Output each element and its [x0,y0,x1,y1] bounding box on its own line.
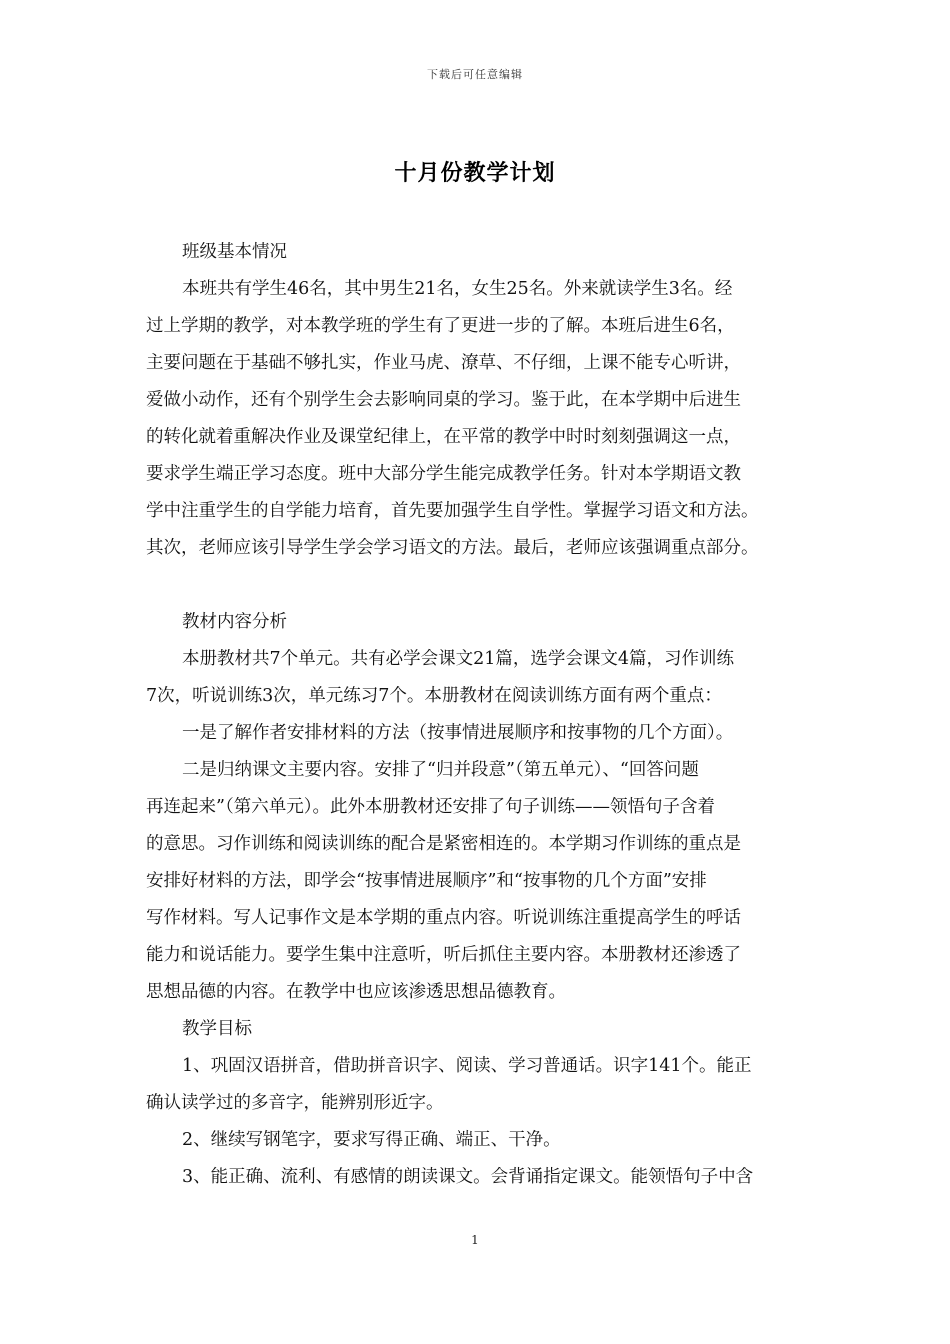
header-note: 下载后可任意编辑 [427,68,523,81]
paragraph-line: 其次，老师应该引导学生学会学习语文的方法。最后，老师应该强调重点部分。 [146,538,759,558]
paragraph-line: 的转化就着重解决作业及课堂纪律上，在平常的教学中时时刻刻强调这一点， [146,427,741,447]
paragraph-line: 一是了解作者安排材料的方法（按事情进展顺序和按事物的几个方面）。 [182,723,734,743]
list-item: 3、能正确、流利、有感情的朗读课文。会背诵指定课文。能领悟句子中含 [182,1167,754,1187]
paragraph-line: 思想品德的内容。在教学中也应该渗透思想品德教育。 [146,982,566,1002]
paragraph-line: 本班共有学生46名，其中男生21名，女生25名。外来就读学生3名。经 [182,279,733,299]
paragraph-line: 要求学生端正学习态度。班中大部分学生能完成教学任务。针对本学期语文教 [146,464,741,484]
paragraph-line: 再连起来”（第六单元）。此外本册教材还安排了句子训练——领悟句子含着 [146,797,715,817]
paragraph-line: 写作材料。写人记事作文是本学期的重点内容。听说训练注重提高学生的呼话 [146,908,741,928]
page-number: 1 [471,1233,479,1247]
paragraph-line: 爱做小动作，还有个别学生会去影响同桌的学习。鉴于此，在本学期中后进生 [146,390,741,410]
paragraph-line: 过上学期的教学，对本教学班的学生有了更进一步的了解。本班后进生6名， [146,316,735,336]
list-item: 2、继续写钢笔字，要求写得正确、端正、干净。 [182,1130,561,1150]
paragraph-line: 学中注重学生的自学能力培育，首先要加强学生自学性。掌握学习语文和方法。 [146,501,759,521]
paragraph-line: 安排好材料的方法，即学会“按事情进展顺序”和“按事物的几个方面”安排 [146,871,707,891]
paragraph-line: 7次，听说训练3次，单元练习7个。本册教材在阅读训练方面有两个重点： [146,686,722,706]
blank-line [146,567,826,604]
section-heading-teaching-goals: 教学目标 [182,1019,252,1039]
section-heading-class-situation: 班级基本情况 [182,242,287,262]
list-item: 1、巩固汉语拼音，借助拼音识字、阅读、学习普通话。识字141个。能正 [182,1056,752,1076]
paragraph-line: 能力和说话能力。要学生集中注意听，听后抓住主要内容。本册教材还渗透了 [146,945,741,965]
paragraph-line: 确认读学过的多音字，能辨别形近字。 [146,1093,444,1113]
paragraph-line: 的意思。习作训练和阅读训练的配合是紧密相连的。本学期习作训练的重点是 [146,834,741,854]
paragraph-line: 主要问题在于基础不够扎实，作业马虎、潦草、不仔细，上课不能专心听讲， [146,353,741,373]
paragraph-line: 二是归纳课文主要内容。安排了“归并段意”（第五单元）、“回答问题 [182,760,699,780]
paragraph-line: 本册教材共7个单元。共有必学会课文21篇，选学会课文4篇，习作训练 [182,649,735,669]
document-body [146,234,826,1196]
page-title: 十月份教学计划 [394,160,556,186]
section-heading-material-analysis: 教材内容分析 [182,612,287,632]
